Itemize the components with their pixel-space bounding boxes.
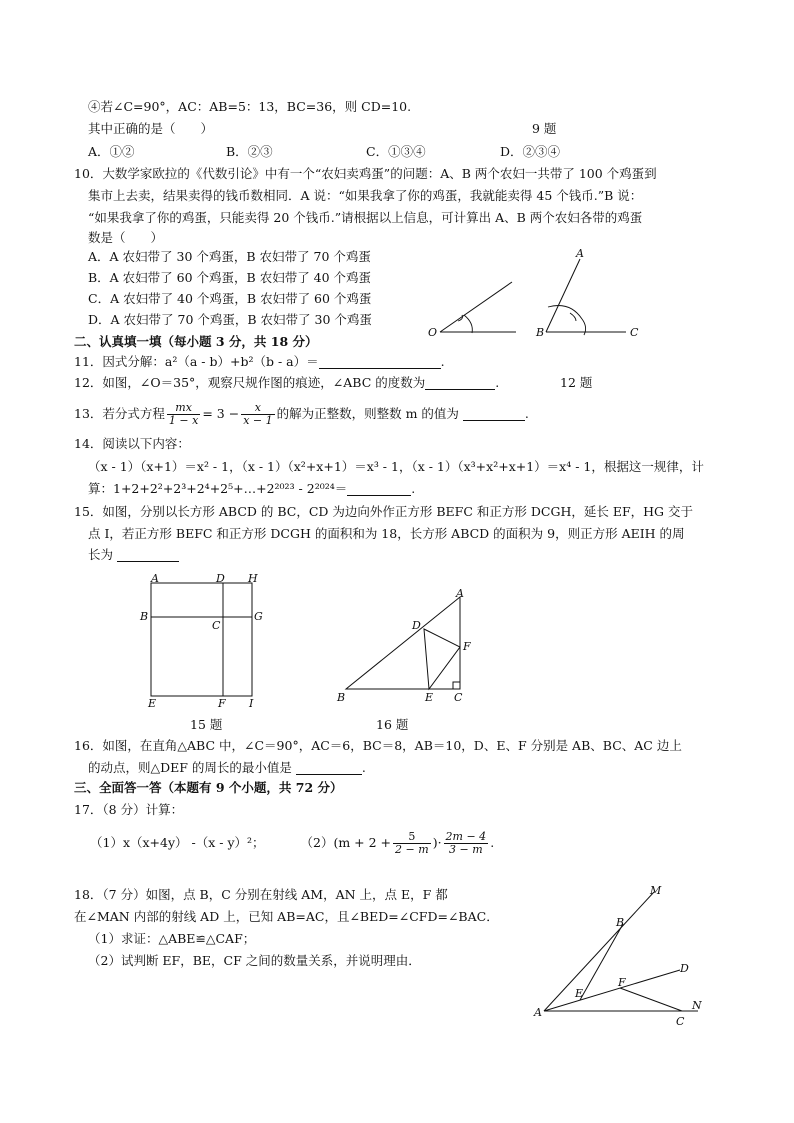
q17-frac1-den: 2 − m [395,843,429,856]
figure-18 [530,880,710,1030]
fig16-label-f: F [463,640,471,653]
q13-mid: = 3 − [202,406,240,421]
figure-15 [138,572,278,707]
figure-16 [332,585,482,707]
fig12-label-b: B [536,326,545,339]
section2-title: 二、认真填一填（每小题 3 分，共 18 分） [74,334,318,349]
fig16-label-d: D [412,619,421,632]
q14-end: . [411,481,416,496]
q15-line: 点 I，若正方形 BEFC 和正方形 DCGH 的面积和为 18，长方形 ABCD 的面积为 9，则正方形 AEIH 的周 [88,526,685,541]
fig12-label-a: A [576,247,584,260]
q13-answer-blank[interactable] [463,407,525,421]
fig15-label-i: I [249,697,254,707]
q13-post: 的解为正整数，则整数 m 的值为 [276,406,459,421]
fig15-label-b: B [140,610,149,623]
q13-fraction-1 [167,402,200,427]
q17-frac2-num: 2m − 4 [445,830,487,843]
q17-parts [90,828,494,858]
q14-answer-blank[interactable] [347,482,411,496]
q10-line: 10．大数学家欧拉的《代数引论》中有一个“农妇卖鸡蛋”的问题：A、B 两个农妇一共带了 100 个鸡蛋到 [74,166,657,181]
q12-text: 12．如图，∠O＝35°，观察尺规作图的痕迹，∠ABC 的度数为 [74,375,426,390]
q11-end: . [440,354,445,369]
q16-fig-label: 16 题 [376,717,409,732]
q10-option-c: C．A 农妇带了 40 个鸡蛋，B 农妇带了 60 个鸡蛋 [88,291,372,306]
fig16-label-c: C [454,691,463,704]
q17-frac2-den: 3 − m [449,843,483,856]
q15-line3-text: 长为 [88,547,114,562]
q17-line1: 17．（8 分）计算： [74,802,184,817]
q12-end: . [495,375,500,390]
fig18-label-n: N [692,999,702,1012]
q12 [74,374,499,392]
q9-item4: ④若∠C=90°，AC：AB=5：13，BC=36，则 CD=10. [88,99,412,114]
q17-part1: （1）x（x+4y） -（x - y）²； [90,835,265,850]
q9-option-c: C．①③④ [366,144,426,159]
q12-fig-label: 12 题 [560,375,593,390]
q16-line2-text: 的动点，则△DEF 的周长的最小值是 [88,760,292,775]
fig15-label-a: A [151,572,159,585]
q16-end: . [361,760,366,775]
q10-option-a: A．A 农妇带了 30 个鸡蛋，B 农妇带了 70 个鸡蛋 [88,249,371,264]
q17-part2-mid: )· [432,835,442,850]
q13-frac2-num: x [241,402,274,415]
q13 [74,400,529,428]
q11-text: 11．因式分解：a²（a - b）+b²（b - a）＝ [74,354,319,369]
q10-line: “如果我拿了你的鸡蛋，只能卖得 20 个钱币.”请根据以上信息，可计算出 A、B 两个农妇各带的鸡蛋 [88,210,643,225]
q12-answer-blank[interactable] [425,376,495,390]
q9-option-d: D．②③④ [500,144,561,159]
q17-fraction-1 [393,831,431,856]
q14-line2: （x - 1）（x+1）＝x² - 1，（x - 1）（x²+x+1）＝x³ - 1，（x - 1）（x³+x²+x+1）＝x⁴ - 1，根据这一规律，计 [88,459,704,474]
q10-line: 集市上去卖，结果卖得的钱币数相同．A 说：“如果我拿了你的鸡蛋，我就能卖得 45 个钱币.”B 说： [88,188,643,203]
fig15-label-c: C [212,619,221,632]
fig16-label-e: E [425,691,434,704]
q13-frac1-den: 1 − x [168,414,199,427]
fig16-label-b: B [337,691,346,704]
fig12-label-o: O [428,326,438,339]
fig18-label-a: A [534,1006,542,1019]
q13-fraction-2 [241,402,274,427]
q13-end: . [524,406,529,421]
q9-option-a: A．①② [88,144,135,159]
q15-line3 [88,546,179,564]
q10-option-b: B．A 农妇带了 60 个鸡蛋，B 农妇带了 40 个鸡蛋 [88,270,372,285]
q11 [74,353,445,371]
q17-part2-end: . [490,835,495,850]
q13-frac1-num: mx [167,402,200,415]
q17-frac1-num: 5 [393,831,431,844]
q11-answer-blank[interactable] [319,355,441,369]
fig15-label-f: F [218,697,226,707]
fig15-label-h: H [248,572,258,585]
q13-frac2-den: x − 1 [243,414,273,427]
q9-stem: 其中正确的是（ ） [88,121,214,136]
q9-option-b: B．②③ [226,144,273,159]
fig15-label-d: D [216,572,225,585]
q16-line1: 16．如图，在直角△ABC 中，∠C＝90°，AC＝6，BC＝8，AB＝10，D、E、F 分别是 AB、BC、AC 边上 [74,738,682,753]
q18-line2: 在∠MAN 内部的射线 AD 上，已知 AB=AC，且∠BED=∠CFD=∠BAC． [74,909,499,924]
q13-pre: 13．若分式方程 [74,406,165,421]
fig18-label-d: D [680,962,689,975]
q18-part1: （1）求证：△ABE≌△CAF； [88,931,256,946]
q14-line3-text: 算：1+2+2²+2³+2⁴+2⁵+…+2²⁰²³ - 2²⁰²⁴＝ [88,481,348,496]
q17-fraction-2 [444,831,489,856]
q18-part2: （2）试判断 EF，BE，CF 之间的数量关系，并说明理由． [88,953,421,968]
fig15-label-e: E [148,697,157,707]
section3-title: 三、全面答一答（本题有 9 个小题，共 72 分） [74,780,343,795]
q16-line2 [88,759,366,777]
q10-line: 数是（ ） [88,230,164,245]
q9-fig-label: 9 题 [532,121,557,136]
q15-answer-blank[interactable] [117,548,179,562]
figure-12 [420,245,650,345]
q15-fig-label: 15 题 [190,717,223,732]
fig15-label-g: G [254,610,263,623]
fig18-label-f: F [618,976,626,989]
fig18-label-b: B [616,916,625,929]
q15-line: 15．如图，分别以长方形 ABCD 的 BC，CD 为边向外作正方形 BEFC 和正方形 DCGH，延长 EF，HG 交于 [74,504,693,519]
fig16-label-a: A [456,587,464,600]
fig18-label-m: M [650,884,662,897]
q10-option-d: D．A 农妇带了 70 个鸡蛋，B 农妇带了 30 个鸡蛋 [88,312,372,327]
q18-line1: 18．（7 分）如图，点 B，C 分别在射线 AM，AN 上，点 E，F 都 [74,887,448,902]
q16-answer-blank[interactable] [296,761,362,775]
fig12-label-c: C [630,326,639,339]
q14-line1: 14．阅读以下内容： [74,436,190,451]
q17-part2-pre: （2）(m + 2 + [300,835,392,850]
fig18-label-e: E [575,987,584,1000]
q14-line3 [88,480,415,498]
fig18-label-c: C [676,1015,685,1028]
